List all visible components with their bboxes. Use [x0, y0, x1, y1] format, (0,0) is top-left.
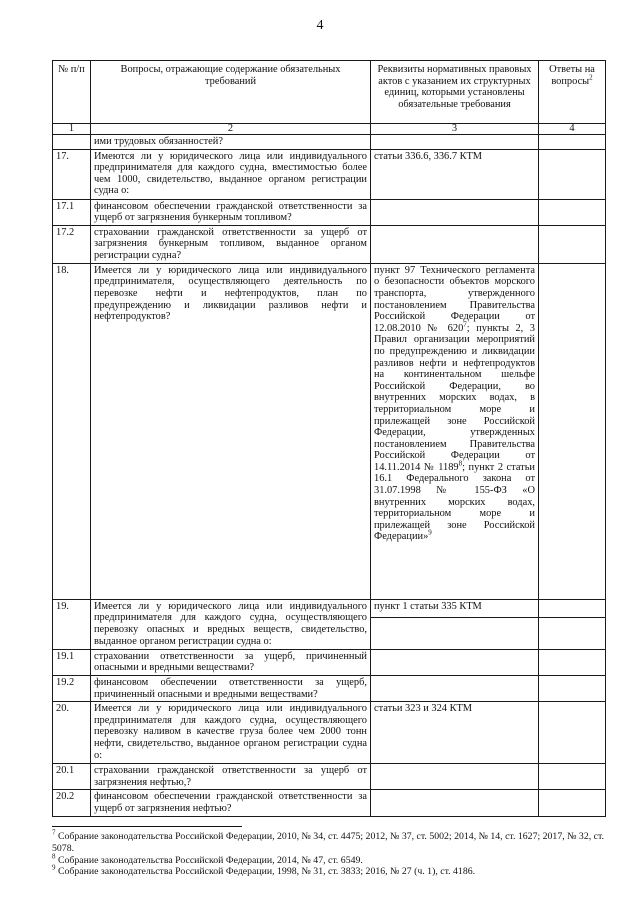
row-num	[53, 135, 91, 150]
row-num: 20.1	[53, 764, 91, 790]
header-questions: Вопросы, отражающие содержание обязательных требований	[91, 61, 371, 124]
row-answer	[539, 199, 606, 225]
col-number-3: 3	[371, 124, 539, 135]
row-answer	[539, 764, 606, 790]
row-answer	[539, 135, 606, 150]
table-row	[53, 790, 606, 816]
row-reference	[371, 199, 539, 225]
row-num: 19.1	[53, 649, 91, 675]
row-answer	[539, 675, 606, 701]
row-answer	[539, 149, 606, 199]
header-references: Реквизиты нормативных правовых актов с указанием их структурных единиц, которыми установлены обязательные требования	[371, 61, 539, 124]
table-row	[53, 149, 606, 199]
row-reference	[371, 225, 539, 263]
footnote-text: Собрание законодательства Российской Федерации, 1998, № 31, ст. 3833; 2016, № 27 (ч. 1), ст. 4186.	[55, 866, 476, 878]
reference-text: пункт 1 статьи 335 КТМ	[374, 600, 482, 612]
cell-divider	[371, 617, 538, 618]
col-number-4: 4	[539, 124, 606, 135]
row-question: Имеется ли у юридического лица или индивидуального предпринимателя, осуществляющего деятельность по перевозке нефти и нефтепродуктов, план по предупреждению и ликвидации разливов нефти и нефтепродуктов?	[91, 263, 371, 599]
row-question: страховании гражданской ответственности за ущерб от загрязнения бункерным топливом, выданное органом регистрации судна?	[91, 225, 371, 263]
row-answer	[539, 790, 606, 816]
reference-part-3: ; пункт 2 статьи 16.1 Федерального закона от 31.07.1998 № 155-ФЗ «О внутренних морских водах, территориальном море и прилежащей зоне Российской Федерации»	[374, 461, 535, 543]
footnotes	[52, 826, 612, 878]
header-answers-text: Ответы на вопросы	[549, 64, 595, 87]
header-num: № п/п	[53, 61, 91, 124]
header-answers-sup: 2	[589, 73, 593, 82]
row-question: страховании ответственности за ущерб, причиненный опасными и вредными веществами?	[91, 649, 371, 675]
table-row	[53, 764, 606, 790]
table-row	[53, 135, 606, 150]
row-answer	[539, 599, 606, 649]
row-reference	[371, 649, 539, 675]
row-reference	[371, 764, 539, 790]
row-question: Имеются ли у юридического лица или индивидуального предпринимателя для каждого судна, вместимостью более чем 1000, свидетельство, выданное органом регистрации судна о:	[91, 149, 371, 199]
footnote-9	[52, 866, 612, 878]
row-question: страховании гражданской ответственности за ущерб от загрязнения нефтью,?	[91, 764, 371, 790]
footnote-ref-7: 7	[463, 320, 467, 329]
footnote-mark: 9	[52, 864, 56, 873]
table-row	[53, 675, 606, 701]
footnote-text: Собрание законодательства Российской Федерации, 2014, № 47, ст. 6549.	[55, 854, 363, 866]
footnote-ref-8: 8	[458, 459, 463, 468]
row-num: 19.	[53, 599, 91, 649]
row-answer	[539, 263, 606, 599]
column-number-row	[53, 124, 606, 135]
page-number: 4	[316, 18, 324, 33]
row-answer	[539, 649, 606, 675]
row-num: 18.	[53, 263, 91, 599]
answer-top	[542, 601, 602, 617]
footnote-mark: 7	[52, 828, 56, 837]
row-num: 17.	[53, 149, 91, 199]
table-row	[53, 263, 606, 599]
footnote-ref-9: 9	[428, 528, 432, 537]
row-reference	[371, 599, 539, 649]
cell-divider	[539, 617, 605, 618]
table-row	[53, 702, 606, 764]
row-num: 20.2	[53, 790, 91, 816]
row-reference	[371, 135, 539, 150]
row-question: финансовом обеспечении ответственности за ущерб, причиненный опасными и вредными веществами?	[91, 675, 371, 701]
row-num: 20.	[53, 702, 91, 764]
footnote-mark: 8	[52, 852, 56, 861]
table-row	[53, 599, 606, 649]
requirements-table	[52, 60, 606, 817]
table-row	[53, 199, 606, 225]
row-num: 17.1	[53, 199, 91, 225]
row-answer	[539, 225, 606, 263]
row-reference	[371, 790, 539, 816]
row-question: финансовом обеспечении гражданской ответственности за ущерб от загрязнения нефтью?	[91, 790, 371, 816]
footnote-8	[52, 852, 612, 867]
row-reference: статьи 336.6, 336.7 КТМ	[371, 149, 539, 199]
row-num: 19.2	[53, 675, 91, 701]
row-question: ими трудовых обязанностей?	[91, 135, 371, 150]
reference-part-2: ; пункты 2, 3 Правил организации мероприятий по предупреждению и ликвидации разливов нефти и нефтепродуктов на континентальном шельфе Российской Федерации, во внутренних морских водах, в территориальном море и прилежащей зоне Российской Федерации, утвержденных постановлением Правительства Российской Федерации от 14.11.2014 № 1189	[374, 322, 535, 473]
table-row	[53, 649, 606, 675]
col-number-1: 1	[53, 124, 91, 135]
row-num: 17.2	[53, 225, 91, 263]
footnote-rule	[52, 826, 242, 827]
table-header-row	[53, 61, 606, 124]
row-reference: статьи 323 и 324 КТМ	[371, 702, 539, 764]
header-answers	[539, 61, 606, 124]
col-number-2: 2	[91, 124, 371, 135]
row-reference	[371, 263, 539, 599]
row-reference	[371, 675, 539, 701]
row-question: Имеется ли у юридического лица или индивидуального предпринимателя для каждого судна, осуществляющего перевозку опасных и вредных веществ, свидетельство, выданное органом регистрации судна о:	[91, 599, 371, 649]
footnote-text: Собрание законодательства Российской Федерации, 2010, № 34, ст. 4475; 2012, № 37, ст. 5002; 2014, № 14, ст. 1627; 2017, № 32, ст. 5078.	[52, 831, 604, 854]
row-answer	[539, 702, 606, 764]
reference-part-1: пункт 97 Технического регламента о безопасности объектов морского транспорта, утвержденного постановлением Правительства Российской Федерации от 12.08.2010 № 620	[374, 264, 535, 334]
footnote-7	[52, 828, 612, 855]
row-question: финансовом обеспечении гражданской ответственности за ущерб от загрязнения бункерным топливом?	[91, 199, 371, 225]
table-row	[53, 225, 606, 263]
row-question: Имеется ли у юридического лица или индивидуального предпринимателя для каждого судна, осуществляющего перевозку наливом в качестве груза более чем 2000 тонн нефти, свидетельство, выданное органом регистрации судна о:	[91, 702, 371, 764]
